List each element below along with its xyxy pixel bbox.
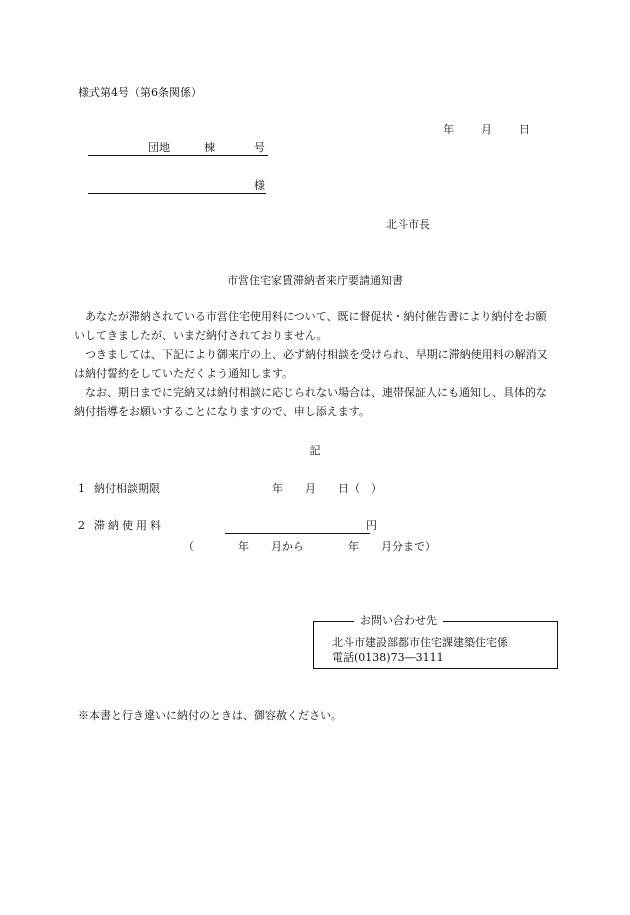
- issue-date: [443, 124, 530, 135]
- body-paragraph: つきましては、下記により御来庁の上、必ず納付相談を受けられ、早期に滞納使用料の解消又は納付誓約をしていただくよう通知します。: [74, 348, 548, 380]
- ki-heading: 記: [309, 444, 321, 457]
- item-number: 2: [78, 519, 85, 532]
- contact-phone: 電話(0138)73―3111: [332, 651, 444, 664]
- contact-heading: お問い合わせ先: [354, 615, 443, 626]
- form-number: 様式第4号（第6条関係）: [78, 86, 202, 99]
- body-paragraph: あなたが滞納されている市営住宅使用料について、既に督促状・納付催告書により納付をお願いしてきましたが、いまだ納付されておりません。: [74, 310, 547, 342]
- item-label: 納付相談期限: [94, 482, 160, 495]
- body-paragraph: なお、期日までに完納又は納付相談に応じられない場合は、連帯保証人にも通知し、具体的な納付指導をお願いすることになりますので、申し添えます。: [74, 386, 547, 418]
- addressee-field: [88, 180, 266, 194]
- address-building-label: 棟: [204, 141, 215, 154]
- item-label: 滞納使用料: [94, 519, 164, 532]
- contact-box: [313, 614, 558, 669]
- address-field: [88, 142, 268, 156]
- document-title: 市営住宅家賃滞納者来庁要請通知書: [227, 274, 403, 287]
- date-year: 年: [443, 123, 454, 136]
- contact-department: 北斗市建設部都市住宅課建築住宅係: [332, 636, 508, 649]
- footnote: ※本書と行き違いに納付のときは、御容赦ください。: [78, 709, 342, 722]
- currency-unit: 円: [366, 519, 377, 532]
- date-day: 日: [519, 123, 530, 136]
- item-number: 1: [78, 482, 85, 495]
- date-month: 月: [481, 123, 492, 136]
- sender-name: 北斗市長: [386, 218, 430, 231]
- notice-body: [74, 307, 556, 421]
- addressee-underline: [88, 193, 266, 194]
- address-danchi-label: 団地: [148, 141, 170, 154]
- addressee-honorific: 様: [254, 179, 265, 192]
- address-underline: [88, 155, 268, 156]
- arrears-period: （ 年 月から 年 月分まで）: [183, 540, 436, 553]
- item-date-value: 年 月 日（ ）: [272, 482, 382, 495]
- amount-underline: [225, 533, 370, 534]
- address-unit-label: 号: [254, 141, 265, 154]
